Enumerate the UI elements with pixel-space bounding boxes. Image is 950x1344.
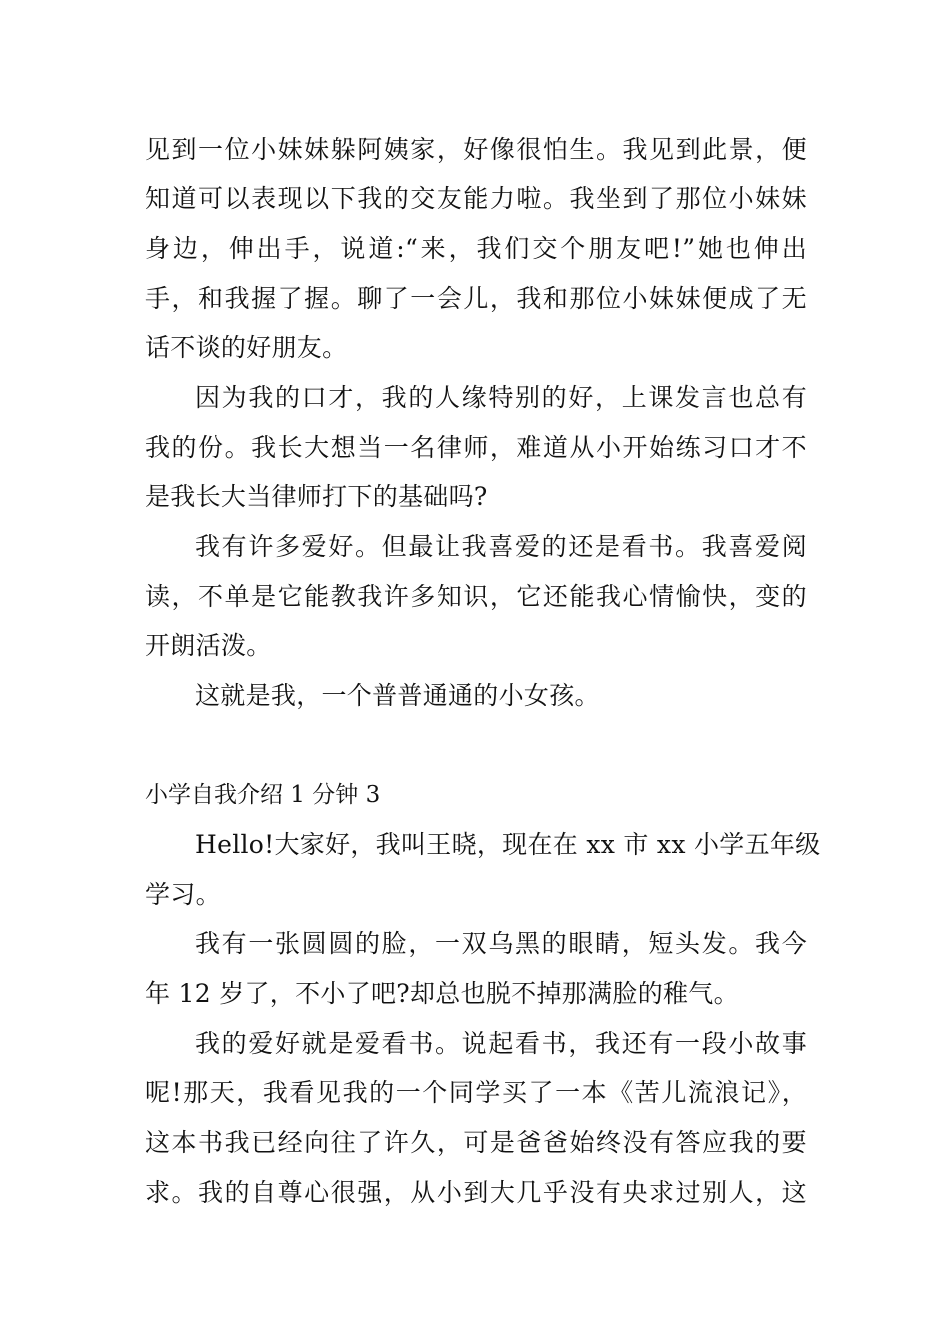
paragraph-line: 我有许多爱好。但最让我喜爱的还是看书。我喜爱阅 bbox=[195, 532, 807, 561]
paragraph-line: 话不谈的好朋友。 bbox=[145, 333, 348, 362]
paragraph-line: 读，不单是它能教我许多知识，它还能我心情愉快，变的 bbox=[145, 582, 807, 611]
paragraph-line: 呢!那天，我看见我的一个同学买了一本《苦儿流浪记》， bbox=[145, 1078, 807, 1107]
paragraph-line: 是我长大当律师打下的基础吗? bbox=[145, 482, 488, 511]
section-heading: 小学自我介绍 1 分钟 3 bbox=[145, 782, 381, 808]
paragraph-line: 我有一张圆圆的脸，一双乌黑的眼睛，短头发。我今 bbox=[195, 929, 807, 958]
paragraph-line: 手，和我握了握。聊了一会儿，我和那位小妹妹便成了无 bbox=[145, 284, 807, 313]
paragraph-line: 这就是我，一个普普通通的小女孩。 bbox=[195, 681, 600, 710]
paragraph-line: 知道可以表现以下我的交友能力啦。我坐到了那位小妹妹 bbox=[145, 184, 807, 213]
paragraph-line: 学习。 bbox=[145, 880, 221, 909]
paragraph-line: 年 12 岁了，不小了吧?却总也脱不掉那满脸的稚气。 bbox=[145, 979, 739, 1008]
paragraph-line: 我的份。我长大想当一名律师，难道从小开始练习口才不 bbox=[145, 433, 807, 462]
paragraph-line: 因为我的口才，我的人缘特别的好，上课发言也总有 bbox=[195, 383, 807, 412]
paragraph-line: 我的爱好就是爱看书。说起看书，我还有一段小故事 bbox=[195, 1029, 807, 1058]
paragraph-line: 这本书我已经向往了许久，可是爸爸始终没有答应我的要 bbox=[145, 1128, 807, 1157]
paragraph-line: Hello!大家好，我叫王晓，现在在 xx 市 xx 小学五年级 bbox=[195, 830, 821, 859]
paragraph-line: 见到一位小妹妹躲阿姨家，好像很怕生。我见到此景，便 bbox=[145, 135, 807, 164]
paragraph-line: 求。我的自尊心很强，从小到大几乎没有央求过别人，这 bbox=[145, 1178, 807, 1207]
paragraph-line: 开朗活泼。 bbox=[145, 631, 272, 660]
paragraph-line: 身边，伸出手，说道:“来，我们交个朋友吧!”她也伸出 bbox=[145, 234, 807, 263]
